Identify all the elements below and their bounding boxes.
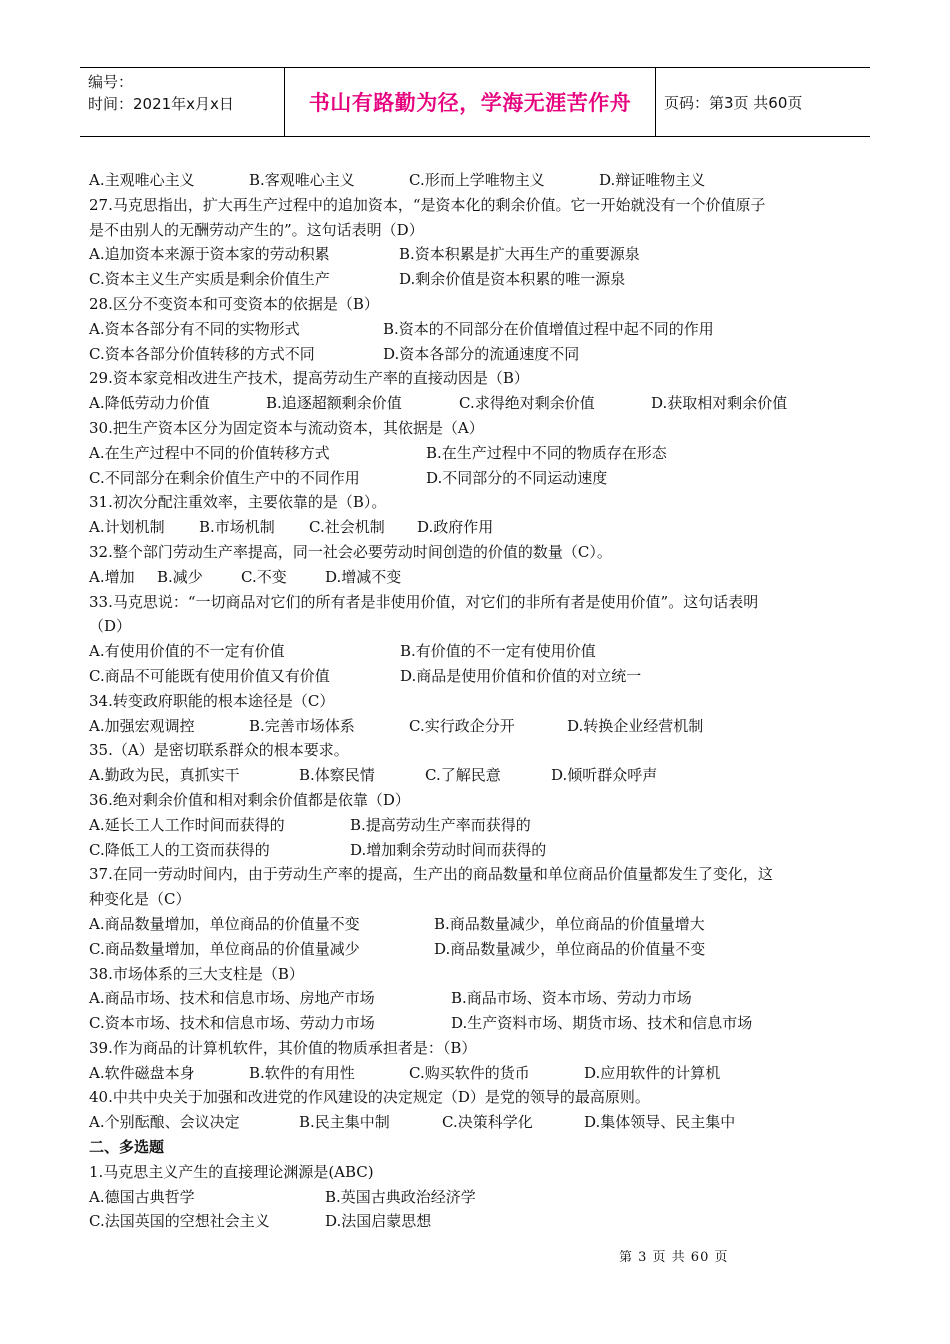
number-label: 编号： — [88, 73, 134, 91]
option-item: D.辩证唯物主义 — [599, 171, 706, 189]
option-item: B.资本积累是扩大再生产的重要源泉 — [399, 245, 640, 264]
option-item: A.商品数量增加，单位商品的价值量不变 — [89, 914, 360, 933]
option-row — [89, 1185, 864, 1210]
option-item: C.降低工人的工资而获得的 — [89, 840, 270, 859]
question-text: 36.绝对剩余价值和相对剩余价值都是依靠（D） — [89, 790, 410, 809]
question-text: 33.马克思说：“一切商品对它们的所有者是非使用价值，对它们的非所有者是使用价值”。这句话表明 — [89, 592, 759, 611]
option-row — [89, 168, 864, 193]
option-item: A.降低劳动力价值 — [89, 394, 210, 413]
option-row — [89, 639, 864, 664]
option-item: C.法国英国的空想社会主义 — [89, 1212, 270, 1231]
page-header — [80, 67, 870, 137]
option-item: D.增加剩余劳动时间而获得的 — [350, 840, 547, 859]
option-item: B.完善市场体系 — [249, 716, 355, 735]
option-item: B.英国古典政治经济学 — [325, 1187, 476, 1206]
option-item: A.个别酝酿、会议决定 — [89, 1113, 240, 1132]
option-row — [89, 466, 864, 491]
header-page-cell — [656, 68, 870, 136]
motto-text: 书山有路勤为径，学海无涯苦作舟 — [308, 91, 632, 115]
option-item: D.获取相对剩余价值 — [651, 394, 788, 413]
option-item: D.应用软件的计算机 — [584, 1063, 721, 1082]
header-info-cell — [80, 68, 284, 136]
option-row — [89, 714, 864, 739]
option-item: D.商品数量减少，单位商品的价值量不变 — [434, 939, 706, 958]
option-item: C.商品数量增加，单位商品的价值量减少 — [89, 939, 360, 958]
option-row — [89, 342, 864, 367]
option-item: A.德国古典哲学 — [89, 1187, 195, 1206]
option-item: C.商品不可能既有使用价值又有价值 — [89, 666, 330, 685]
option-item: C.社会机制 — [309, 518, 385, 537]
option-item: D.资本各部分的流通速度不同 — [383, 344, 580, 363]
option-item: C.形而上学唯物主义 — [409, 171, 545, 189]
option-row — [89, 937, 864, 962]
option-item: C.资本主义生产实质是剩余价值生产 — [89, 270, 330, 289]
option-row — [89, 813, 864, 838]
option-item: C.了解民意 — [425, 766, 501, 785]
question-text: 38.市场体系的三大支柱是（B） — [89, 964, 304, 983]
option-item: D.剩余价值是资本积累的唯一源泉 — [399, 270, 626, 289]
option-item: D.集体领导、民主集中 — [584, 1113, 736, 1132]
option-row — [89, 664, 864, 689]
option-row — [89, 267, 864, 292]
option-item: B.体察民情 — [299, 766, 375, 785]
question-text: （D） — [89, 617, 132, 636]
option-item: A.软件磁盘本身 — [89, 1063, 195, 1082]
option-item: B.资本的不同部分在价值增值过程中起不同的作用 — [383, 319, 714, 338]
option-row — [89, 1061, 864, 1086]
option-item: C.购买软件的货币 — [409, 1063, 530, 1082]
option-item: A.在生产过程中不同的价值转移方式 — [89, 443, 330, 462]
option-item: B.商品数量减少，单位商品的价值量增大 — [434, 914, 705, 933]
option-row — [89, 515, 864, 540]
question-text: 35.（A）是密切联系群众的根本要求。 — [89, 741, 349, 760]
option-row — [89, 838, 864, 863]
question-text: 种变化是（C） — [89, 890, 191, 909]
option-row — [89, 1011, 864, 1036]
option-item: C.不变 — [241, 567, 287, 586]
option-item: C.求得绝对剩余价值 — [459, 394, 595, 413]
option-item: A.勤政为民，真抓实干 — [89, 766, 240, 785]
question-text: 27.马克思指出，扩大再生产过程中的追加资本，“是资本化的剩余价值。它一开始就没有一个价值原子 — [89, 195, 766, 214]
question-text: 37.在同一劳动时间内，由于劳动生产率的提高，生产出的商品数量和单位商品价值量都发生了变化，这 — [89, 865, 773, 884]
option-item: B.市场机制 — [199, 518, 275, 537]
option-row — [89, 242, 864, 267]
section-heading: 二、多选题 — [89, 1138, 165, 1157]
option-item: B.有价值的不一定有使用价值 — [400, 642, 596, 661]
option-row — [89, 1110, 864, 1135]
question-text: 32.整个部门劳动生产率提高，同一社会必要劳动时间创造的价值的数量（C）。 — [89, 542, 612, 561]
option-item: C.资本市场、技术和信息市场、劳动力市场 — [89, 1014, 375, 1033]
option-row — [89, 317, 864, 342]
option-item: B.提高劳动生产率而获得的 — [350, 815, 531, 834]
option-row — [89, 391, 864, 416]
option-item: A.加强宏观调控 — [89, 716, 195, 735]
option-item: B.追逐超额剩余价值 — [266, 394, 402, 413]
question-text: 31.初次分配注重效率，主要依靠的是（B）。 — [89, 493, 387, 512]
option-item: B.商品市场、资本市场、劳动力市场 — [451, 989, 692, 1008]
option-item: D.法国启蒙思想 — [325, 1212, 432, 1231]
question-text: 39.作为商品的计算机软件，其价值的物质承担者是：（B） — [89, 1038, 477, 1057]
option-item: D.转换企业经营机制 — [567, 716, 704, 735]
option-item: D.商品是使用价值和价值的对立统一 — [400, 666, 642, 685]
header-motto-cell — [284, 68, 656, 136]
option-item: A.增加 — [89, 567, 135, 586]
option-item: B.减少 — [157, 567, 203, 586]
option-item: A.追加资本来源于资本家的劳动积累 — [89, 245, 330, 264]
option-row — [89, 441, 864, 466]
option-row — [89, 763, 864, 788]
option-item: A.计划机制 — [89, 518, 165, 537]
option-row — [89, 565, 864, 590]
question-list — [89, 168, 864, 1234]
question-text: 28.区分不变资本和可变资本的依据是（B） — [89, 294, 379, 313]
question-text: 1.马克思主义产生的直接理论渊源是(ABC) — [89, 1162, 374, 1181]
question-text: 30.把生产资本区分为固定资本与流动资本，其依据是（A） — [89, 418, 484, 437]
option-item: C.决策科学化 — [442, 1113, 533, 1132]
option-item: C.资本各部分价值转移的方式不同 — [89, 344, 315, 363]
option-item: C.实行政企分开 — [409, 716, 515, 735]
option-row — [89, 986, 864, 1011]
option-item: D.政府作用 — [417, 518, 494, 537]
date-label: 时间：2021年x月x日 — [88, 95, 234, 113]
question-text: 29.资本家竞相改进生产技术，提高劳动生产率的直接动因是（B） — [89, 369, 529, 388]
option-item: D.不同部分的不同运动速度 — [426, 468, 608, 487]
option-item: C.不同部分在剩余价值生产中的不同作用 — [89, 468, 360, 487]
question-text: 是不由别人的无酬劳动产生的”。这句话表明（D） — [89, 220, 424, 239]
page-label: 页码：第3页 共60页 — [664, 93, 803, 112]
option-item: D.倾听群众呼声 — [551, 766, 658, 785]
option-row — [89, 912, 864, 937]
page-footer: 第 3 页 共 60 页 — [619, 1250, 729, 1265]
question-text: 34.转变政府职能的根本途径是（C） — [89, 691, 335, 710]
option-item: B.民主集中制 — [299, 1113, 390, 1132]
option-item: B.客观唯心主义 — [249, 171, 355, 189]
option-item: B.在生产过程中不同的物质存在形态 — [426, 443, 667, 462]
option-item: A.延长工人工作时间而获得的 — [89, 815, 285, 834]
option-item: A.资本各部分有不同的实物形式 — [89, 319, 300, 338]
option-item: A.商品市场、技术和信息市场、房地产市场 — [89, 989, 375, 1008]
option-item: D.增减不变 — [325, 567, 402, 586]
option-item: B.软件的有用性 — [249, 1063, 355, 1082]
option-item: A.主观唯心主义 — [89, 171, 195, 189]
option-row — [89, 1209, 864, 1234]
option-item: D.生产资料市场、期货市场、技术和信息市场 — [451, 1014, 753, 1033]
question-text: 40.中共中央关于加强和改进党的作风建设的决定规定（D）是党的领导的最高原则。 — [89, 1088, 650, 1107]
option-item: A.有使用价值的不一定有价值 — [89, 642, 285, 661]
